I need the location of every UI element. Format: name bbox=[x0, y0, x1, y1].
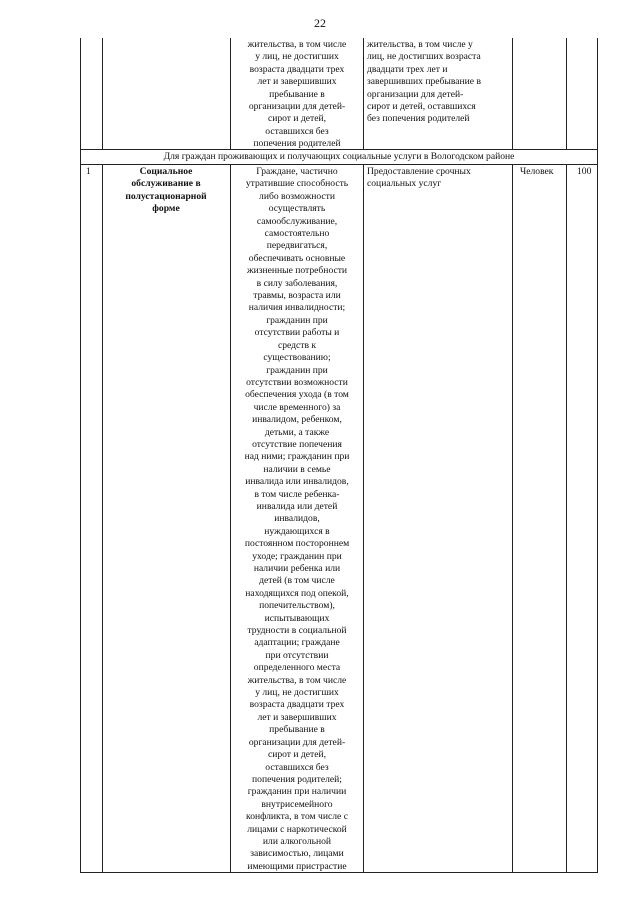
table-rule bbox=[566, 38, 567, 150]
table-rule bbox=[230, 164, 231, 873]
table-rule bbox=[102, 164, 103, 873]
row-number-cell: 1 bbox=[86, 166, 91, 177]
continuation-conditions-cell: жительства, в том числе у лиц, не достигших возраста двадцати трех лет и завершивших пребывание в организации для детей- сирот и детей, оставшихся без попечения родителей bbox=[367, 39, 481, 125]
table-rule bbox=[566, 164, 567, 873]
value-cell: 100 bbox=[577, 166, 592, 177]
table-rule bbox=[512, 164, 513, 873]
table-rule bbox=[363, 164, 364, 873]
services-table bbox=[80, 38, 598, 873]
table-rule bbox=[597, 38, 598, 150]
service-name-cell: Социальное обслуживание в полустационарной форме bbox=[125, 166, 207, 215]
conditions-cell: Предоставление срочных социальных услуг bbox=[367, 166, 471, 190]
table-rule bbox=[597, 164, 598, 873]
unit-cell: Человек bbox=[520, 166, 554, 177]
section-header: Для граждан проживающих и получающих социальные услуги в Вологодском районе bbox=[163, 151, 515, 162]
page-number: 22 bbox=[314, 16, 326, 30]
recipients-cell: Граждане, частично утратившие способность либо возможности осуществлять самообслуживание, самостоятельно передвигаться, обеспечивать основные жизненные потребности в силу заболевания, травмы, возраста или наличия инвалидности; гражданин при отсутствии работы и средств к существованию; гражданин при отсутствии возможности обеспечения ухода (в том числе временного) за инвалидом, ребенком, детьми, а также отсутствие попечения над ними; гражданин при наличии в семье инвалида или инвалидов, в том числе ребенка- инвалида или детей инвалидов, нуждающихся в постоянном постороннем уходе; гражданин при наличии ребенка или детей (в том числе находящихся под опекой, попечительством), испытывающих трудности в социальной адаптации; граждане при отсутствии определенного места жительства, в том числе у лиц, не достигших возраста двадцати трех лет и завершивших пребывание в организации для детей- сирот и детей, оставшихся без попечения родителей; гражданин при наличии внутрисемейного конфликта, в том числе с лицами с наркотической или алкогольной зависимостью, лицами имеющими пристрастие bbox=[244, 166, 350, 872]
table-rule bbox=[80, 164, 598, 165]
continuation-recipients-cell: жительства, в том числе у лиц, не достигших возраста двадцати трех лет и завершивших пребывание в организации для детей- сирот и детей, оставшихся без попечения родителей bbox=[247, 39, 347, 150]
table-rule bbox=[80, 38, 81, 150]
table-rule bbox=[512, 38, 513, 150]
table-rule bbox=[230, 38, 231, 150]
table-rule bbox=[102, 38, 103, 150]
table-rule bbox=[80, 164, 81, 873]
table-rule bbox=[363, 38, 364, 150]
